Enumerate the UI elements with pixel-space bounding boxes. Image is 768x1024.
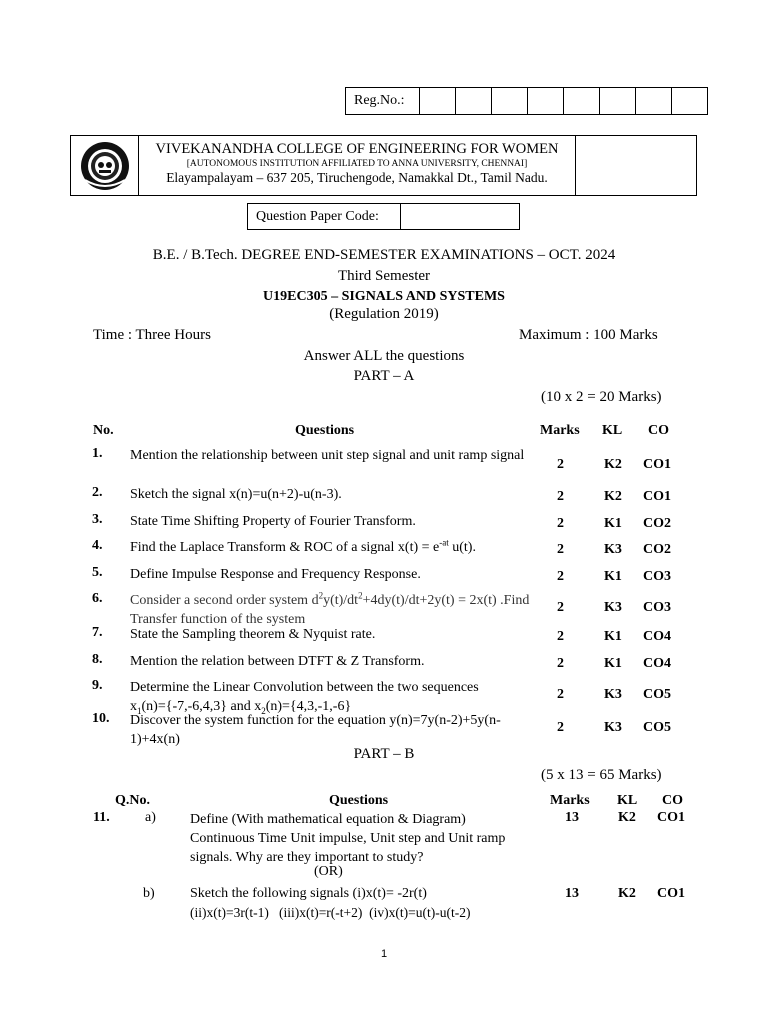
question-row <box>0 446 768 484</box>
question-kl: K2 <box>604 489 622 504</box>
question-row <box>0 485 768 505</box>
question-text: Define Impulse Response and Frequency Response. <box>130 567 421 582</box>
question-text-part: (n)={-7,-6,4,3} and x <box>141 699 262 714</box>
question-number: 11. <box>93 810 110 825</box>
question-text-part: u(t). <box>448 540 476 555</box>
question-row <box>0 886 768 926</box>
subscript: 1 <box>137 705 142 716</box>
question-number: 5. <box>92 565 103 580</box>
question-text-part: +4dy(t)/dt+2y(t) = 2x(t) .Find Transfer function of the system <box>130 593 530 627</box>
sub-question-label: a) <box>145 810 156 825</box>
question-number: 3. <box>92 512 103 527</box>
question-kl: K3 <box>604 687 622 702</box>
course-title: U19EC305 – SIGNALS AND SYSTEMS <box>263 289 505 304</box>
college-name: VIVEKANANDHA COLLEGE OF ENGINEERING FOR WOMEN <box>155 141 559 157</box>
question-co: CO1 <box>657 886 685 901</box>
reg-no-box <box>345 87 708 115</box>
question-row <box>0 538 768 558</box>
part-b-title: PART – B <box>353 746 415 762</box>
question-marks: 2 <box>557 720 564 735</box>
reg-no-cell <box>456 88 492 114</box>
question-marks: 2 <box>557 542 564 557</box>
question-co: CO1 <box>643 489 671 504</box>
header-marks: Marks <box>550 793 590 808</box>
regulation: (Regulation 2019) <box>329 306 439 322</box>
question-co: CO2 <box>643 516 671 531</box>
header-no: No. <box>93 423 114 438</box>
reg-no-cell <box>492 88 528 114</box>
header-kl: KL <box>602 423 623 438</box>
reg-no-cell <box>420 88 456 114</box>
college-seal-icon <box>79 140 131 192</box>
question-co: CO5 <box>643 720 671 735</box>
reg-no-label: Reg.No.: <box>346 88 420 114</box>
question-marks: 2 <box>557 687 564 702</box>
college-logo <box>71 136 139 195</box>
superscript: -at <box>439 537 449 548</box>
semester: Third Semester <box>337 268 431 284</box>
question-kl: K3 <box>604 720 622 735</box>
college-info <box>139 136 576 195</box>
header-questions: Questions <box>329 793 389 808</box>
question-text: Mention the relationship between unit step signal and unit ramp signal <box>130 448 525 463</box>
question-marks: 2 <box>557 600 564 615</box>
question-co: CO5 <box>643 687 671 702</box>
question-text: Define (With mathematical equation & Diagram) Continuous Time Unit impulse, Unit step and Unit ramp signals. Why are they important to study? <box>190 812 506 865</box>
question-kl: K1 <box>604 656 622 671</box>
question-marks: 2 <box>557 656 564 671</box>
question-number: 10. <box>92 711 110 726</box>
exam-time: Time : Three Hours <box>93 327 211 343</box>
question-text-part: (n)={4,3,-1,-6} <box>265 699 352 714</box>
question-marks: 2 <box>557 629 564 644</box>
part-b-marks: (5 x 13 = 65 Marks) <box>541 767 662 783</box>
question-text-line: (ii)x(t)=3r(t-1) (iii)x(t)=r(-t+2) (iv)x(t)=u(t)-u(t-2) <box>190 905 471 920</box>
question-text: Discover the system function for the equation y(n)=7y(n-2)+5y(n-1)+4x(n) <box>130 713 501 747</box>
superscript: 2 <box>358 590 363 601</box>
question-row <box>0 591 768 627</box>
question-kl: K1 <box>604 569 622 584</box>
question-row <box>0 565 768 585</box>
question-kl: K2 <box>604 457 622 472</box>
header-marks: Marks <box>540 423 580 438</box>
question-text-part: Consider a second order system d <box>130 593 319 608</box>
question-row <box>0 652 768 672</box>
question-text <box>130 591 530 629</box>
question-text: State the Sampling theorem & Nyquist rate. <box>130 627 376 642</box>
reg-no-cell <box>528 88 564 114</box>
question-marks: 2 <box>557 457 564 472</box>
header-kl: KL <box>617 793 638 808</box>
question-row <box>0 512 768 532</box>
or-separator: (OR) <box>314 864 343 879</box>
question-marks: 13 <box>565 810 579 825</box>
question-co: CO1 <box>643 457 671 472</box>
question-marks: 2 <box>557 489 564 504</box>
part-a-marks: (10 x 2 = 20 Marks) <box>541 389 662 405</box>
part-a-title: PART – A <box>353 368 415 384</box>
header-co: CO <box>648 423 669 438</box>
question-number: 9. <box>92 678 103 693</box>
college-subtitle: [AUTONOMOUS INSTITUTION AFFILIATED TO ANNA UNIVERSITY, CHENNAI] <box>186 159 528 169</box>
question-kl: K1 <box>604 629 622 644</box>
reg-no-cell <box>636 88 672 114</box>
question-number: 6. <box>92 591 103 606</box>
question-row <box>0 678 768 714</box>
header-blank <box>576 136 696 195</box>
question-number: 7. <box>92 625 103 640</box>
question-row <box>0 625 768 645</box>
page-number: 1 <box>380 948 388 960</box>
college-address: Elayampalayam – 637 205, Tiruchengode, Namakkal Dt., Tamil Nadu. <box>166 170 548 185</box>
question-number: 4. <box>92 538 103 553</box>
college-header <box>70 135 697 196</box>
header-qno: Q.No. <box>115 793 150 808</box>
question-marks: 2 <box>557 569 564 584</box>
question-paper-code-box <box>247 203 520 230</box>
question-co: CO1 <box>657 810 685 825</box>
question-number: 2. <box>92 485 103 500</box>
question-text-part: Determine the Linear Convolution between the two sequences <box>130 680 479 695</box>
question-number: 8. <box>92 652 103 667</box>
question-text-part: Find the Laplace Transform & ROC of a signal x(t) = e <box>130 540 440 555</box>
question-row <box>0 711 768 747</box>
question-kl: K3 <box>604 542 622 557</box>
question-co: CO2 <box>643 542 671 557</box>
sub-question-label: b) <box>143 886 155 901</box>
question-text: Mention the relation between DTFT & Z Transform. <box>130 654 425 669</box>
question-kl: K2 <box>618 810 636 825</box>
reg-no-cell <box>564 88 600 114</box>
question-text-line: Sketch the following signals (i)x(t)= -2r(t) <box>190 886 427 901</box>
question-co: CO4 <box>643 629 671 644</box>
question-kl: K3 <box>604 600 622 615</box>
reg-no-cell <box>600 88 636 114</box>
exam-title: B.E. / B.Tech. DEGREE END-SEMESTER EXAMINATIONS – OCT. 2024 <box>152 247 616 263</box>
superscript: 2 <box>318 590 324 601</box>
question-kl: K2 <box>618 886 636 901</box>
header-questions: Questions <box>295 423 355 438</box>
question-text-part: x <box>130 699 137 714</box>
header-co: CO <box>662 793 683 808</box>
question-kl: K1 <box>604 516 622 531</box>
question-row <box>0 810 768 870</box>
question-text <box>130 538 530 557</box>
question-marks: 13 <box>565 886 579 901</box>
qp-code-label: Question Paper Code: <box>248 204 401 229</box>
question-text-part: y(t)/dt <box>323 593 359 608</box>
question-number: 1. <box>92 446 103 461</box>
question-marks: 2 <box>557 516 564 531</box>
question-co: CO3 <box>643 569 671 584</box>
max-marks: Maximum : 100 Marks <box>519 327 658 343</box>
question-text: State Time Shifting Property of Fourier Transform. <box>130 514 416 529</box>
question-co: CO3 <box>643 600 671 615</box>
question-text: Sketch the signal x(n)=u(n+2)-u(n-3). <box>130 487 342 502</box>
instruction: Answer ALL the questions <box>303 348 465 364</box>
reg-no-cell <box>672 88 707 114</box>
subscript: 2 <box>261 705 266 716</box>
question-co: CO4 <box>643 656 671 671</box>
